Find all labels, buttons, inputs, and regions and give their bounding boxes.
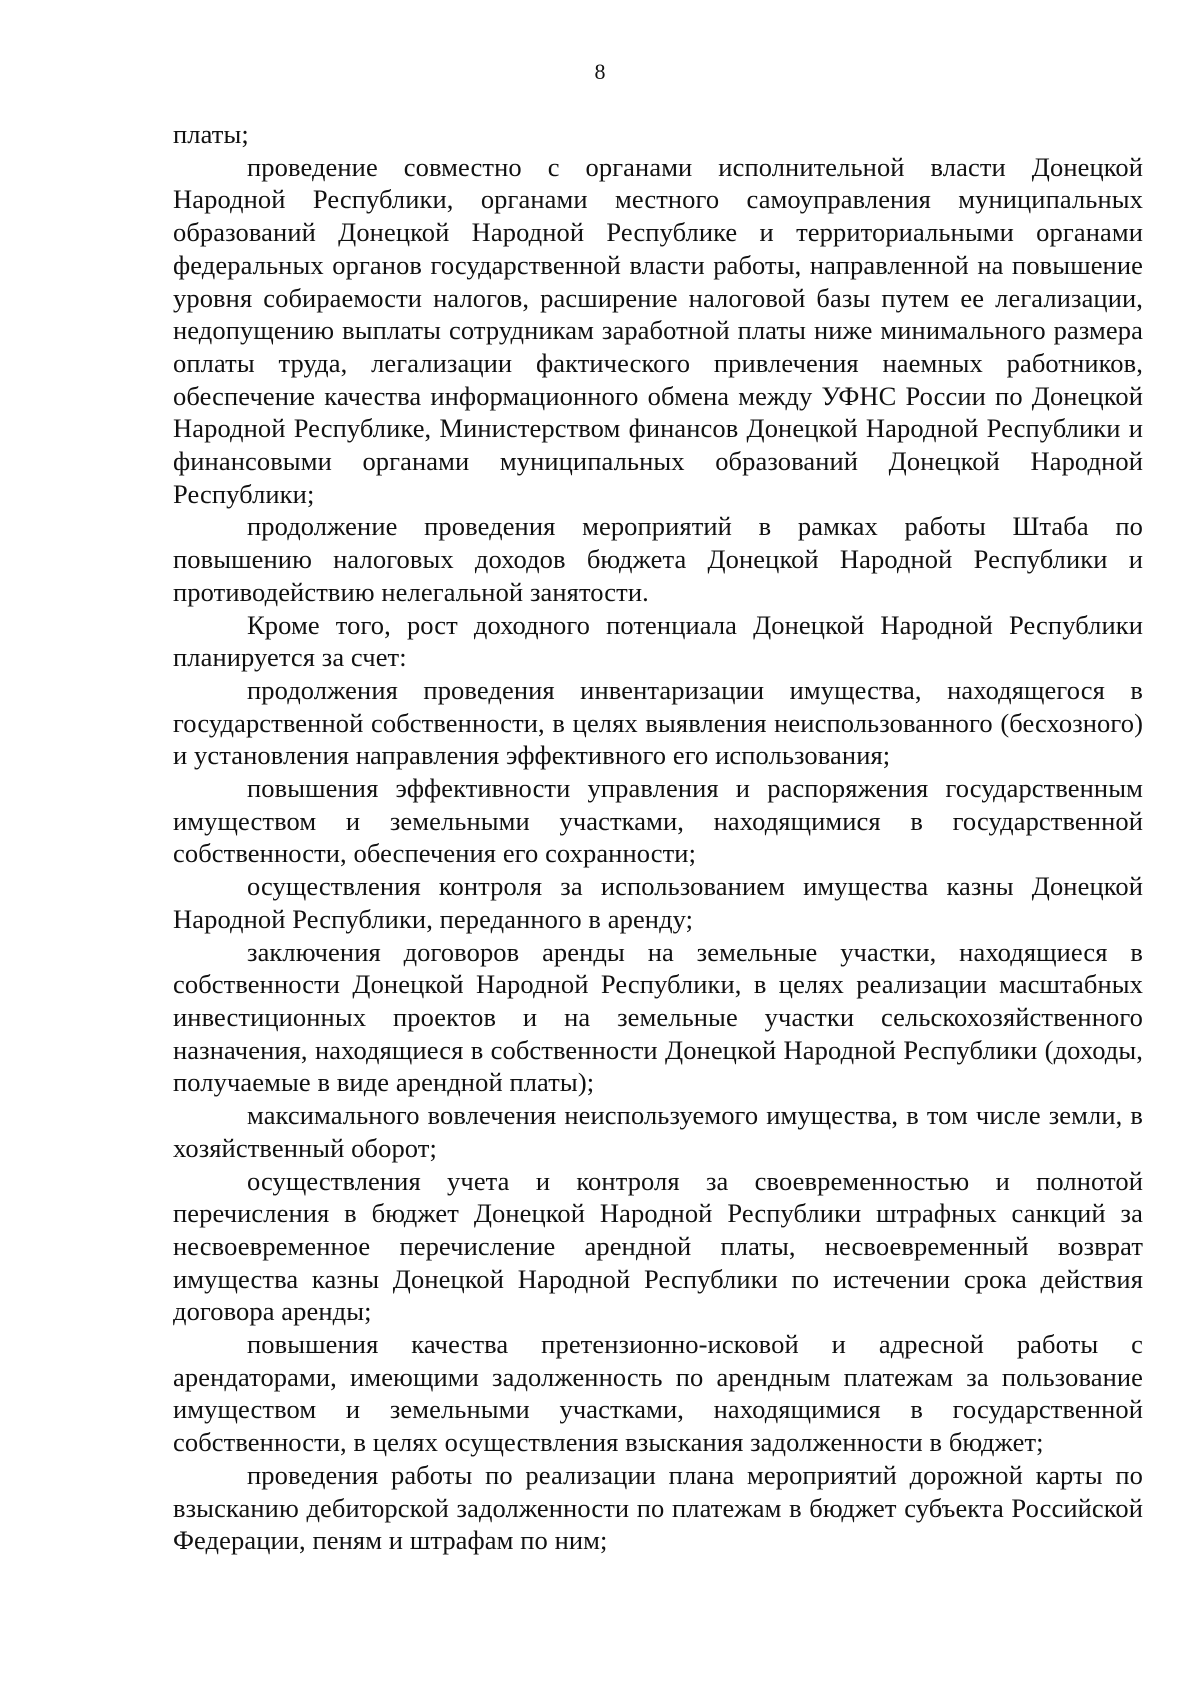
document-body (173, 118, 1143, 1557)
paragraph: повышения качества претензионно-исковой и адресной работы с арендаторами, имеющими задолженность по арендным платежам за пользование имуществом и земельными участками, находящимися в государственной собственности, в целях осуществления взыскания задолженности в бюджет; (173, 1329, 1143, 1458)
paragraph: максимального вовлечения неиспользуемого имущества, в том числе земли, в хозяйственный оборот; (173, 1100, 1143, 1163)
paragraph: Кроме того, рост доходного потенциала Донецкой Народной Республики планируется за счет: (173, 609, 1143, 673)
paragraph: проведение совместно с органами исполнительной власти Донецкой Народной Республики, органами местного самоуправления муниципальных образований Донецкой Народной Республике и территориальными органами федеральных органов государственной власти работы, направленной на повышение уровня собираемости налогов, расширение налоговой базы путем ее легализации, недопущению выплаты сотрудникам заработной платы ниже минимального размера оплаты труда, легализации фактического привлечения наемных работников, обеспечение качества информационного обмена между УФНС России по Донецкой Народной Республике, Министерством финансов Донецкой Народной Республики и финансовыми органами муниципальных образований Донецкой Народной Республики; (173, 151, 1143, 509)
paragraph: повышения эффективности управления и распоряжения государственным имуществом и земельными участками, находящимися в государственной собственности, обеспечения его сохранности; (173, 773, 1143, 869)
page-number: 8 (594, 59, 606, 84)
paragraph: продолжения проведения инвентаризации имущества, находящегося в государственной собственности, в целях выявления неиспользованного (бесхозного) и установления направления эффективного его использования; (173, 674, 1143, 771)
paragraph: проведения работы по реализации плана мероприятий дорожной карты по взысканию дебиторской задолженности по платежам в бюджет субъекта Российской Федерации, пеням и штрафам по ним; (173, 1459, 1143, 1556)
paragraph-continuation: платы; (173, 119, 249, 149)
paragraph: продолжение проведения мероприятий в рамках работы Штаба по повышению налоговых доходов бюджета Донецкой Народной Республики и противодействию нелегальной занятости. (173, 511, 1143, 607)
paragraph: осуществления контроля за использованием имущества казны Донецкой Народной Республики, переданного в аренду; (173, 871, 1143, 934)
paragraph: осуществления учета и контроля за своевременностью и полнотой перечисления в бюджет Донецкой Народной Республики штрафных санкций за несвоевременное перечисление арендной платы, несвоевременный возврат имущества казны Донецкой Народной Республики по истечении срока действия договора аренды; (173, 1165, 1143, 1327)
paragraph: заключения договоров аренды на земельные участки, находящиеся в собственности Донецкой Народной Республики, в целях реализации масштабных инвестиционных проектов и на земельные участки сельскохозяйственного назначения, находящиеся в собственности Донецкой Народной Республики (доходы, получаемые в виде арендной платы); (173, 936, 1143, 1098)
